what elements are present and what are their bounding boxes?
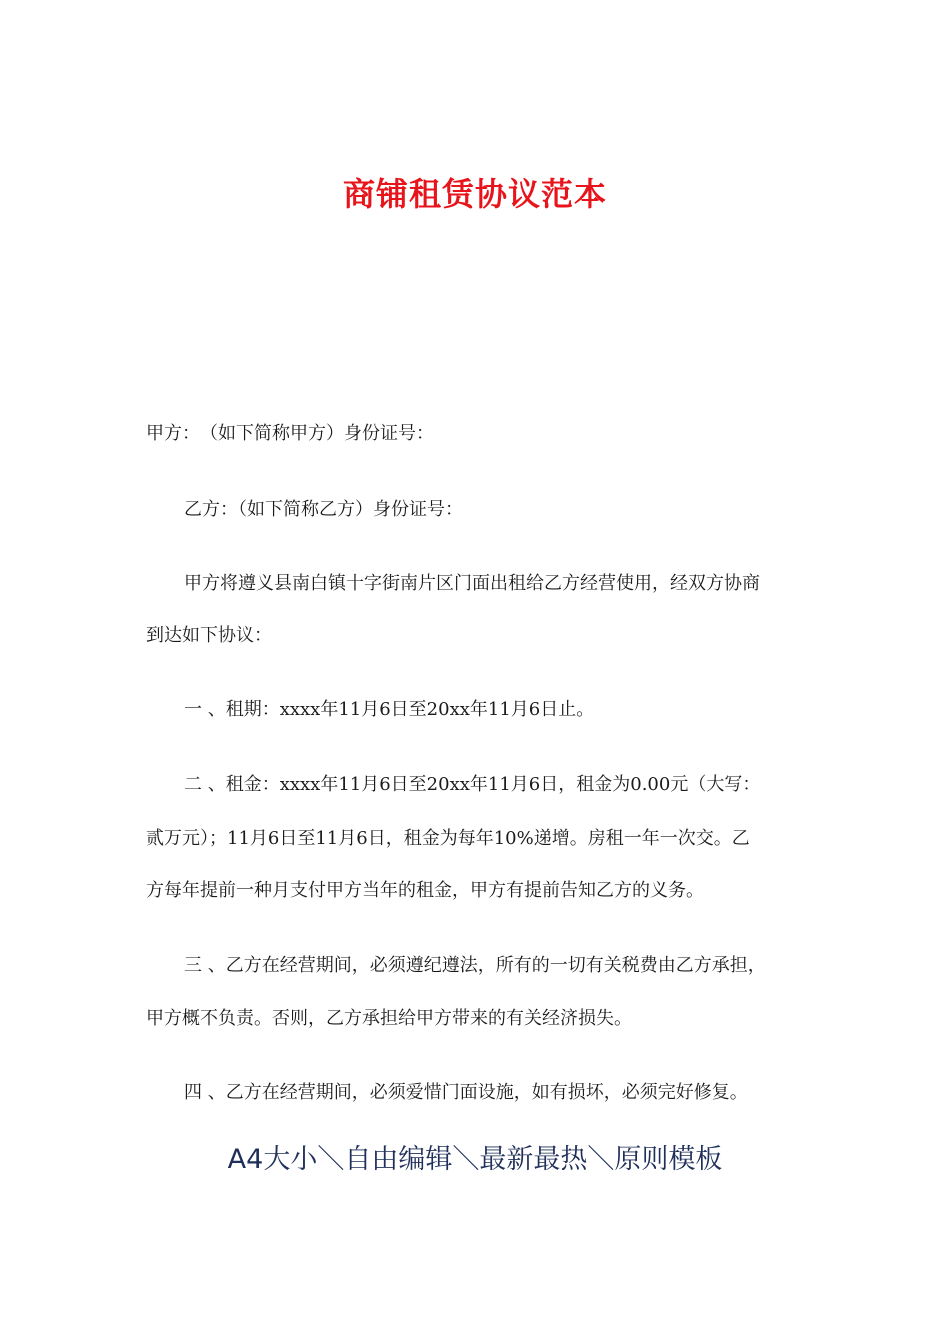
page-title: 商铺租赁协议范本 — [342, 175, 607, 213]
clause-4: 四 、乙方在经营期间，必须爱惜门面设施，如有损坏，必须完好修复。 — [184, 1082, 748, 1103]
footer-banner: A4大小＼自由编辑＼最新最热＼原则模板 — [227, 1144, 723, 1175]
clause-2-line-2: 贰万元）；11月6日至11月6日，租金为每年10%递增。房租一年一次交。乙 — [146, 828, 750, 849]
clause-2-line-3: 方每年提前一种月支付甲方当年的租金，甲方有提前告知乙方的义务。 — [146, 880, 704, 901]
intro-line-2: 到达如下协议： — [146, 625, 272, 646]
clause-1: 一 、租期：xxxx年11月6日至20xx年11月6日止。 — [184, 699, 595, 720]
party-a-line: 甲方： （如下简称甲方）身份证号： — [146, 423, 434, 444]
intro-line-1: 甲方将遵义县南白镇十字街南片区门面出租给乙方经营使用，经双方协商 — [184, 573, 760, 594]
party-b-line: 乙方：（如下简称乙方）身份证号： — [184, 499, 463, 520]
clause-3-line-1: 三 、乙方在经营期间，必须遵纪遵法，所有的一切有关税费由乙方承担， — [184, 955, 766, 976]
clause-3-line-2: 甲方概不负责。否则，乙方承担给甲方带来的有关经济损失。 — [146, 1008, 632, 1029]
clause-2-line-1: 二 、租金：xxxx年11月6日至20xx年11月6日，租金为0.00元（大写： — [184, 774, 761, 795]
